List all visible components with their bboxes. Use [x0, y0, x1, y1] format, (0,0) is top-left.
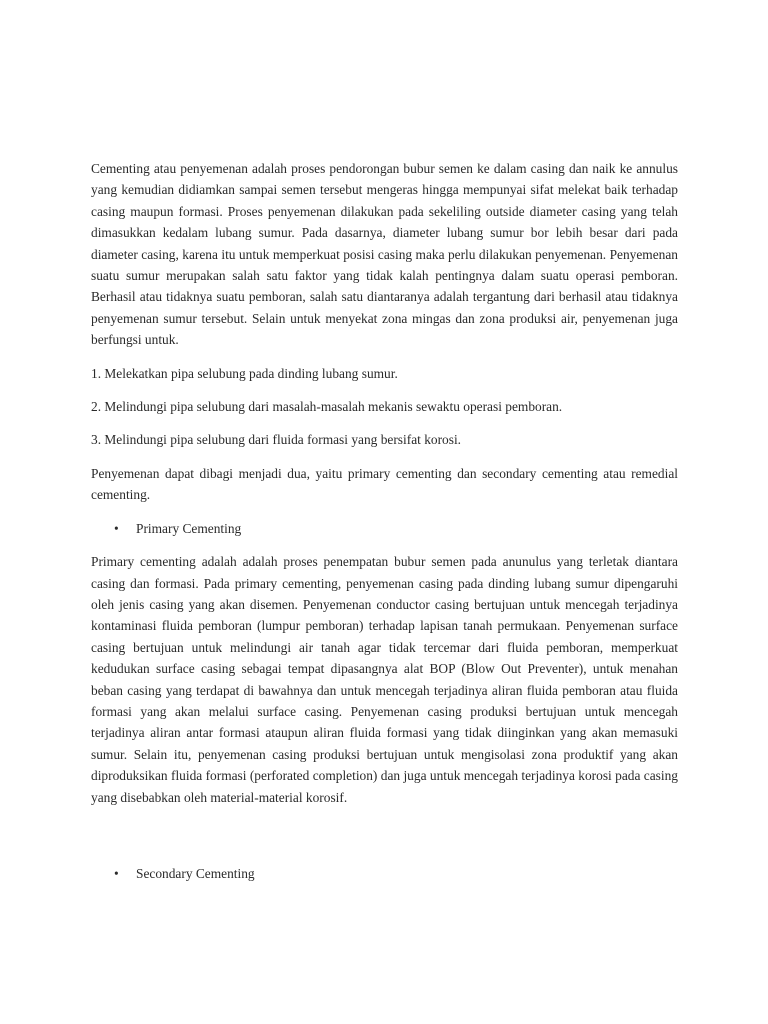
- primary-cementing-bullet: [91, 518, 678, 539]
- primary-cementing-heading: Primary Cementing: [136, 520, 242, 536]
- bullet-icon: •: [114, 520, 119, 536]
- function-item-3: 3. Melindungi pipa selubung dari fluida formasi yang bersifat korosi.: [91, 432, 462, 448]
- primary-cementing-paragraph: Primary cementing adalah adalah proses penempatan bubur semen pada anunulus yang terletak diantara casing dan formasi. Pada primary cementing, penyemenan casing pada dinding lubang sumur dipengaruhi oleh jenis casing yang akan disemen. Penyemenan conductor casing bertujuan untuk mencegah terjadinya kontaminasi fluida pemboran (lumpur pemboran) terhadap lapisan tanah permukaan. Penyemenan surface casing bertujuan untuk melindungi air tanah agar tidak tercemar dari fluida pemboran, memperkuat kedudukan surface casing sebagai tempat dipasangnya alat BOP (Blow Out Preventer), untuk menahan beban casing yang terdapat di bawahnya dan untuk mencegah terjadinya aliran fluida pemboran atau fluida formasi yang akan melalui surface casing. Penyemenan casing produksi bertujuan untuk mencegah terjadinya aliran antar formasi ataupun aliran fluida formasi yang tidak diinginkan yang akan memasuki sumur. Selain itu, penyemenan casing produksi bertujuan untuk mengisolasi zona produktif yang akan diproduksikan fluida formasi (perforated completion) dan juga untuk mencegah terjadinya korosi pada casing yang disebabkan oleh material-material korosif.: [91, 554, 678, 805]
- spacer: [91, 820, 678, 863]
- document-body: [91, 158, 678, 896]
- secondary-cementing-bullet: [91, 863, 678, 884]
- function-item-2: 2. Melindungi pipa selubung dari masalah-masalah mekanis sewaktu operasi pemboran.: [91, 399, 563, 415]
- function-item-1: 1. Melekatkan pipa selubung pada dinding lubang sumur.: [91, 365, 398, 381]
- types-paragraph: Penyemenan dapat dibagi menjadi dua, yaitu primary cementing dan secondary cementing atau remedial cementing.: [91, 465, 678, 503]
- intro-paragraph: Cementing atau penyemenan adalah proses pendorongan bubur semen ke dalam casing dan naik ke annulus yang kemudian didiamkan sampai semen tersebut mengeras hingga mempunyai sifat melekat baik terhadap casing maupun formasi. Proses penyemenan dilakukan pada sekeliling outside diameter casing yang telah dimasukkan kedalam lubang sumur. Pada dasarnya, diameter lubang sumur bor lebih besar dari pada diameter casing, karena itu untuk memperkuat posisi casing maka perlu dilakukan penyemenan. Penyemenan suatu sumur merupakan salah satu faktor yang tidak kalah pentingnya dalam suatu operasi pemboran. Berhasil atau tidaknya suatu pemboran, salah satu diantaranya adalah tergantung dari berhasil atau tidaknya penyemenan sumur tersebut. Selain untuk menyekat zona mingas dan zona produksi air, penyemenan juga berfungsi untuk.: [91, 161, 678, 348]
- secondary-cementing-heading: Secondary Cementing: [136, 865, 255, 881]
- bullet-icon: •: [114, 865, 119, 881]
